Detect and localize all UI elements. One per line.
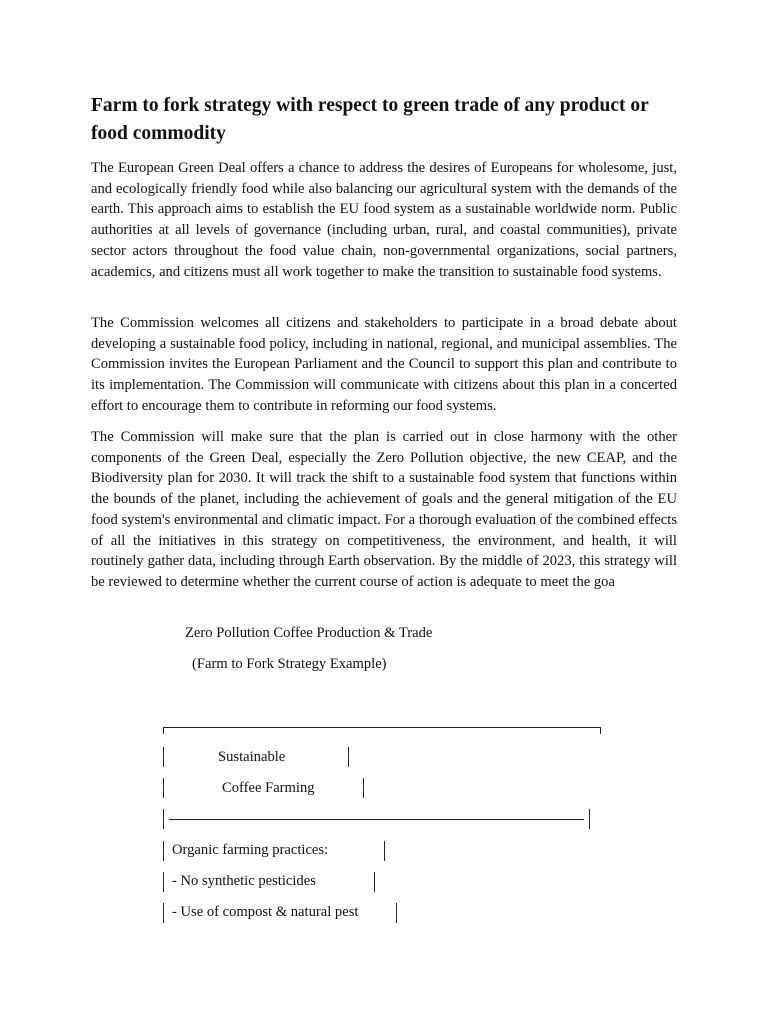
diagram-subtitle: (Farm to Fork Strategy Example) [192, 656, 387, 672]
diagram-right-bar [589, 809, 590, 829]
diagram-item: - Use of compost & natural pest [172, 904, 359, 920]
paragraph-green-deal: The European Green Deal offers a chance to address the desires of Europeans for wholesome, just, and ecologically friendly food while also balancing our agricultural system with the demands of the earth. This approach aims to establish the EU food system as a sustainable worldwide norm. Public authorities at all levels of governance (including urban, rural, and coastal communities), private sector actors throughout the food value chain, non-governmental organizations, social partners, academics, and citizens must all work together to make the transition to sustainable food systems. [91, 160, 677, 280]
diagram-divider [169, 819, 584, 820]
paragraph-commission-harmony: The Commission will make sure that the plan is carried out in close harmony with the other components of the Green Deal, especially the Zero Pollution objective, the new CEAP, and the Biodiversity plan for 2030. It will track the shift to a sustainable food system that functions within the bounds of the planet, including the achievement of goals and the general mitigation of the EU food system's environmental and climatic impact. For a thorough evaluation of the combined effects of all the initiatives in this strategy on competitiveness, the environment, and health, it will routinely gather data, including through Earth observation. By the middle of 2023, this strategy will be reviewed to determine whether the current course of action is adequate to meet the goa [91, 429, 677, 590]
paragraph-commission-welcomes: The Commission welcomes all citizens and stakeholders to participate in a broad debate about developing a sustainable food policy, including in national, regional, and municipal assemblies. The Commission invites the European Parliament and the Council to support this plan and contribute to its implementation. The Commission will communicate with citizens about this plan in a concerted effort to encourage them to contribute in reforming our food systems. [91, 315, 677, 414]
diagram-item: - No synthetic pesticides [172, 873, 316, 889]
diagram-right-bar [374, 872, 375, 892]
diagram-title: Zero Pollution Coffee Production & Trade [185, 625, 433, 641]
diagram-left-bar [163, 841, 164, 861]
diagram-right-bar [363, 778, 364, 798]
diagram-top-left-corner [163, 727, 164, 734]
diagram-header-line2: Coffee Farming [222, 780, 315, 796]
diagram-item: Organic farming practices: [172, 842, 329, 858]
diagram-right-bar [348, 747, 349, 767]
document-title: Farm to fork strategy with respect to green trade of any product or food commodity [91, 95, 649, 144]
diagram-header-line1: Sustainable [218, 749, 286, 765]
diagram-right-bar [396, 903, 397, 923]
diagram-left-bar [163, 809, 164, 829]
diagram-left-bar [163, 778, 164, 798]
diagram-right-bar [384, 841, 385, 861]
diagram-top-right-corner [600, 727, 601, 734]
diagram-left-bar [163, 872, 164, 892]
diagram-left-bar [163, 747, 164, 767]
diagram-left-bar [163, 903, 164, 923]
diagram-top-border [163, 727, 601, 728]
